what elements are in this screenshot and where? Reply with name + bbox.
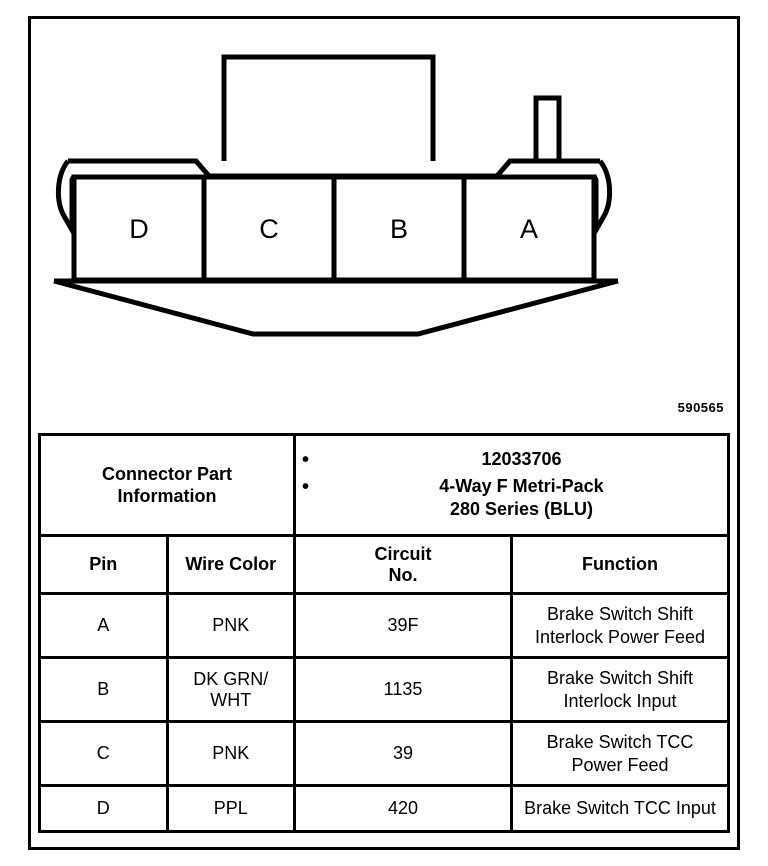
connector-part-info-label [40, 435, 295, 536]
cell-circuit-no: 420 [295, 786, 512, 832]
table-row [40, 786, 729, 832]
table-header-row [40, 536, 729, 594]
cell-wire-color-line1: PNK [212, 615, 250, 635]
cell-wire-color-line2: WHT [210, 689, 252, 710]
header-circuit-line2: No. [388, 564, 418, 585]
cell-pin: D [40, 786, 168, 832]
connector-drawing [28, 16, 740, 428]
header-pin: Pin [40, 536, 168, 594]
connector-part-number: • 12033706 [302, 448, 721, 471]
pin-label-a: A [519, 214, 539, 244]
connector-part-type-line1: • 4-Way F Metri-Pack [439, 475, 604, 496]
cell-circuit-no: 1135 [295, 658, 512, 722]
cell-pin: A [40, 594, 168, 658]
cell-function-line1: Brake Switch Shift [546, 668, 694, 688]
cell-wire-color-line1: PNK [212, 743, 250, 763]
cell-pin: B [40, 658, 168, 722]
table-row [40, 594, 729, 658]
connector-part-type [302, 475, 721, 522]
pin-label-c: C [259, 214, 279, 244]
cell-function-line2: Interlock Power Feed [534, 626, 706, 647]
table-row [40, 658, 729, 722]
cell-circuit-no: 39 [295, 722, 512, 786]
cell-function [512, 658, 729, 722]
cell-function [512, 786, 729, 832]
pin-label-d: D [129, 214, 149, 244]
cell-wire-color [167, 658, 295, 722]
connector-part-info-line2: Information [117, 486, 217, 506]
cell-wire-color [167, 722, 295, 786]
cell-circuit-no: 39F [295, 594, 512, 658]
cell-function-line1: Brake Switch TCC Input [524, 798, 716, 819]
cell-function-line1: Brake Switch TCC [546, 732, 694, 752]
cell-wire-color [167, 786, 295, 832]
cell-pin: C [40, 722, 168, 786]
cell-wire-color-line1: PPL [213, 798, 248, 818]
figure-number: 590565 [677, 400, 724, 415]
cell-wire-color-line1: DK GRN/ [193, 668, 269, 689]
pin-label-b: B [389, 214, 409, 244]
cell-function-line1: Brake Switch Shift [546, 604, 694, 624]
cell-function [512, 722, 729, 786]
cell-function-line2: Interlock Input [563, 690, 677, 711]
connector-part-info-row [40, 435, 729, 536]
header-circuit-line1: Circuit [374, 543, 432, 564]
table-row [40, 722, 729, 786]
cell-function-line2: Power Feed [571, 754, 669, 775]
header-wire-color: Wire Color [167, 536, 295, 594]
connector-part-bullets [302, 448, 721, 521]
connector-info-table [38, 433, 730, 833]
header-function: Function [512, 536, 729, 594]
connector-part-info-values [295, 435, 729, 536]
connector-part-type-line2: 280 Series (BLU) [449, 499, 594, 520]
header-circuit-no [295, 536, 512, 594]
cell-wire-color [167, 594, 295, 658]
cell-function [512, 594, 729, 658]
connector-part-info-line1: Connector Part [101, 463, 233, 484]
